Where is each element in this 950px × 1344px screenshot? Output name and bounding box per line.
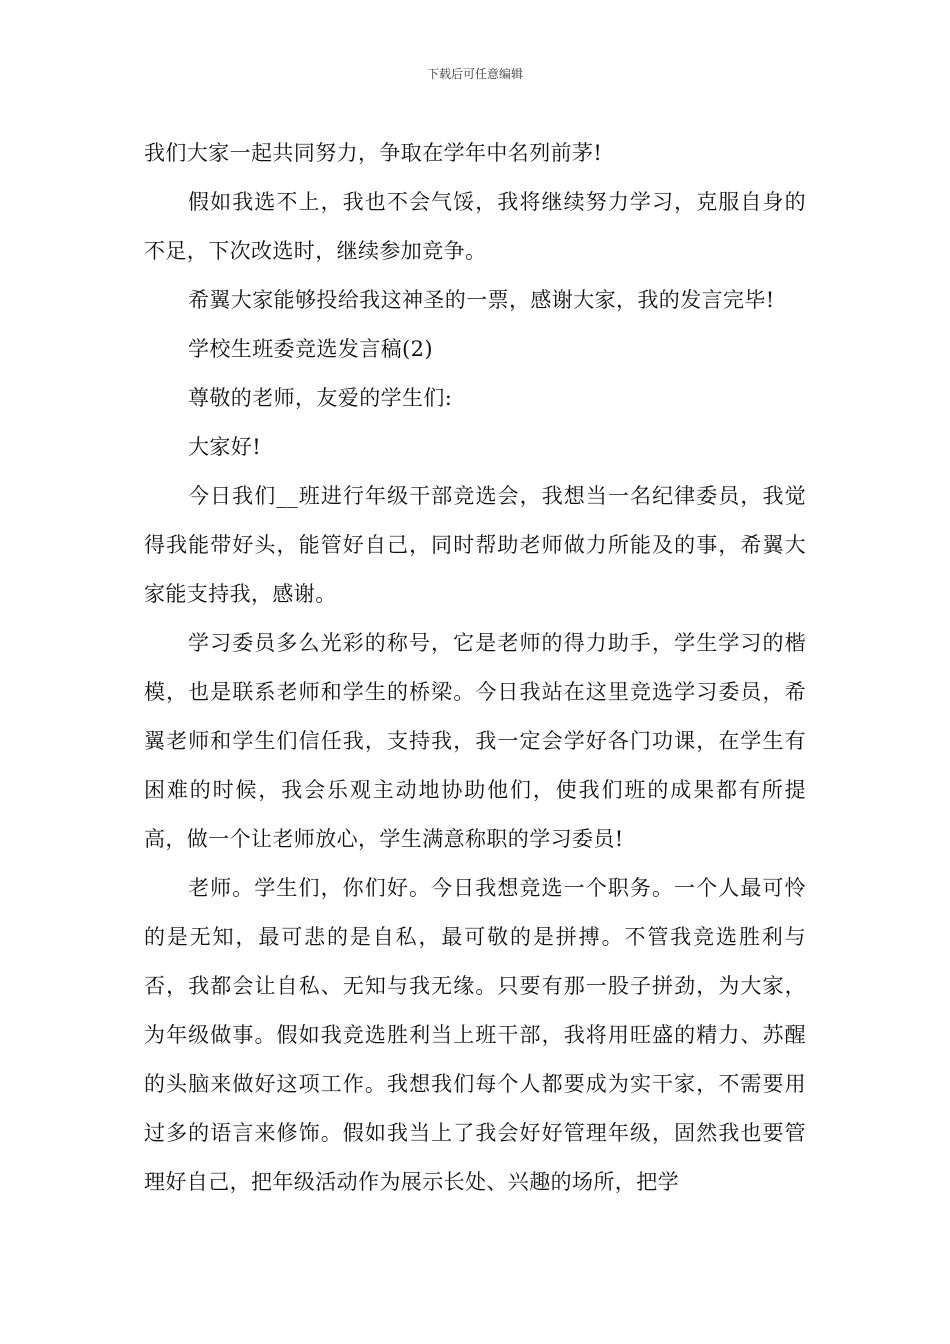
paragraph: 假如我选不上，我也不会气馁，我将继续努力学习，克服自身的不足，下次改选时，继续参加竞争。 (144, 190, 806, 263)
paragraph: 老师。学生们，你们好。今日我想竞选一个职务。一个人最可怜的是无知，最可悲的是自私，最可敬的是拼搏。不管我竞选胜利与否，我都会让自私、无知与我无缘。只要有那一股子拼劲，为大家，为年级做事。假如我竞选胜利当上班干部，我将用旺盛的精力、苏醒的头脑来做好这项工作。我想我们每个人都要成为实干家，不需要用过多的语言来修饰。假如我当上了我会好好管理年级，固然我也要管理好自己，把年级活动作为展示长处、兴趣的场所，把学 (144, 876, 806, 1194)
paragraph: 今日我们__班进行年级干部竞选会，我想当一名纪律委员，我觉得我能带好头，能管好自己，同时帮助老师做力所能及的事，希翼大家能支持我，感谢。 (144, 484, 806, 606)
section-title: 学校生班委竞选发言稿(2) (188, 337, 433, 361)
paragraph: 希翼大家能够投给我这神圣的一票，感谢大家，我的发言完毕! (188, 288, 775, 312)
page-header: 下载后可任意编辑 (426, 67, 523, 81)
document-body (144, 129, 806, 1207)
salutation: 尊敬的老师，友爱的学生们: (188, 386, 453, 410)
paragraph: 我们大家一起共同努力，争取在学年中名列前茅! (144, 141, 603, 165)
greeting: 大家好! (188, 435, 262, 459)
paragraph: 学习委员多么光彩的称号，它是老师的得力助手，学生学习的楷模，也是联系老师和学生的桥梁。今日我站在这里竞选学习委员，希翼老师和学生们信任我，支持我，我一定会学好各门功课，在学生有困难的时候，我会乐观主动地协助他们，使我们班的成果都有所提高，做一个让老师放心，学生满意称职的学习委员! (144, 631, 806, 851)
